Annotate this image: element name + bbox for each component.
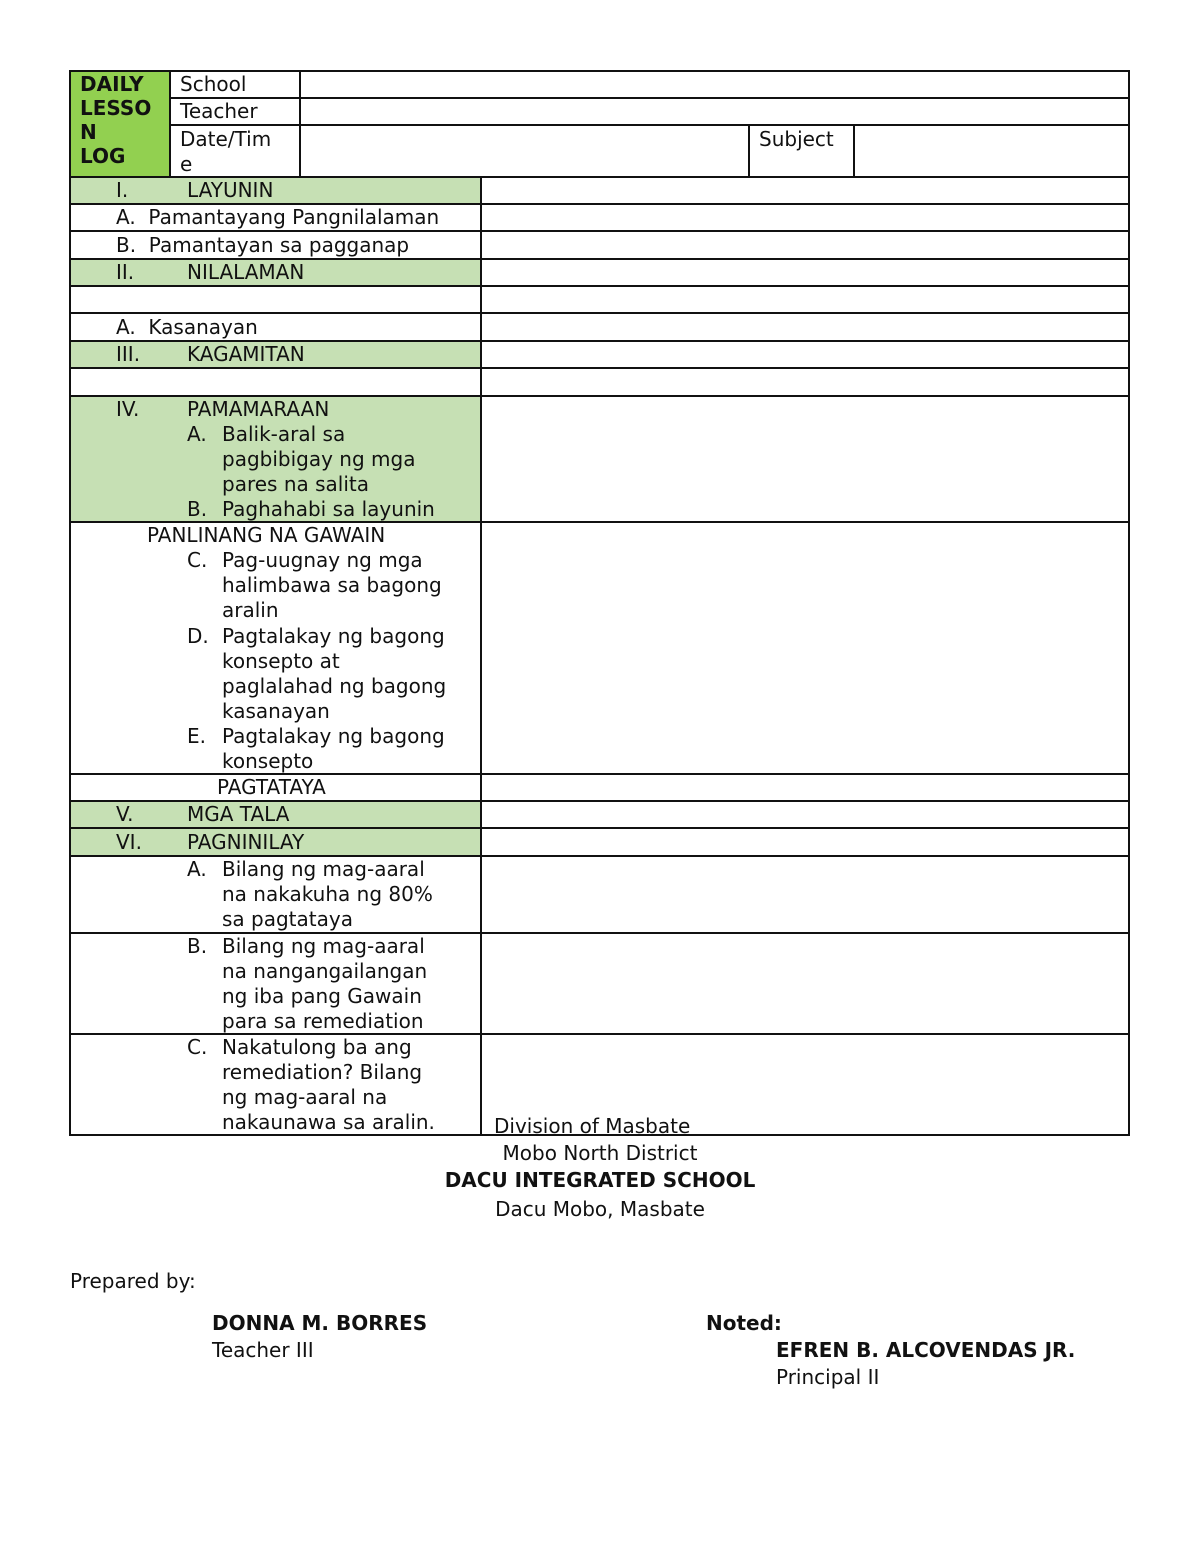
table-rule	[69, 285, 1130, 287]
table-rule	[69, 70, 71, 1136]
section-title-pagninilay: PAGNINILAY	[187, 830, 305, 854]
item-pag-uugnay: Pag-uugnay ng mga halimbawa sa bagong aralin	[222, 548, 442, 622]
item-letter: C.	[187, 548, 208, 572]
item-pagtalakay-konsepto: Pagtalakay ng bagong konsepto	[222, 724, 445, 773]
item-letter: C.	[187, 1035, 208, 1059]
item-letter: E.	[187, 724, 206, 748]
item-pamantayang-pangnilalaman: A. Pamantayang Pangnilalaman	[116, 205, 440, 229]
prepared-by-label: Prepared by:	[70, 1269, 196, 1293]
subject-label: Subject	[759, 127, 834, 151]
school-address: Dacu Mobo, Masbate	[495, 1197, 705, 1221]
section-number: I.	[116, 178, 129, 202]
section-number: V.	[116, 802, 134, 826]
section-title-layunin: LAYUNIN	[187, 178, 274, 202]
item-pamantayan-sa-pagganap: B. Pamantayan sa pagganap	[116, 233, 410, 257]
section-number: IV.	[116, 397, 140, 421]
item-remediation-needed: Bilang ng mag-aaral na nangangailangan ng iba pang Gawain para sa remediation	[222, 934, 428, 1033]
table-rule	[69, 312, 1130, 314]
school-label: School	[180, 72, 247, 96]
item-letter: A.	[187, 422, 207, 446]
section-number: VI.	[116, 830, 142, 854]
division-text: Division of Masbate	[494, 1114, 691, 1138]
section-number: III.	[116, 342, 141, 366]
item-letter: A.	[187, 857, 207, 881]
table-rule	[748, 124, 750, 178]
daily-lesson-log-title: DAILY LESSO N LOG	[80, 72, 152, 168]
item-kasanayan: A. Kasanayan	[116, 315, 258, 339]
item-letter: B.	[187, 497, 208, 521]
table-rule	[69, 827, 1130, 829]
date-time-label: Date/Tim e	[180, 127, 272, 176]
item-balik-aral: Balik-aral sa pagbibigay ng mga pares na salita	[222, 422, 416, 496]
teacher-position: Teacher III	[212, 1338, 314, 1362]
section-title-mga-tala: MGA TALA	[187, 802, 290, 826]
table-rule	[169, 70, 171, 178]
teacher-name: DONNA M. BORRES	[212, 1311, 428, 1335]
teacher-label: Teacher	[180, 99, 258, 123]
principal-name: EFREN B. ALCOVENDAS JR.	[776, 1338, 1076, 1362]
table-rule	[69, 230, 1130, 232]
section-title-pamamaraan: PAMAMARAAN	[187, 397, 330, 421]
panlinang-na-gawain-title: PANLINANG NA GAWAIN	[147, 523, 386, 547]
school-name: DACU INTEGRATED SCHOOL	[444, 1168, 756, 1192]
noted-label: Noted:	[706, 1311, 782, 1335]
section-title-nilalaman: NILALAMAN	[187, 260, 305, 284]
item-letter: B.	[187, 934, 208, 958]
table-rule	[1128, 70, 1130, 1136]
item-pagtalakay-paglalahad: Pagtalakay ng bagong konsepto at paglalahad ng bagong kasanayan	[222, 624, 447, 723]
date-time-field[interactable]	[301, 126, 748, 176]
item-letter: D.	[187, 624, 209, 648]
section-title-kagamitan: KAGAMITAN	[187, 342, 305, 366]
teacher-field[interactable]	[301, 99, 1128, 124]
subject-field[interactable]	[855, 126, 1128, 176]
section-number: II.	[116, 260, 135, 284]
table-rule	[480, 176, 482, 1136]
principal-position: Principal II	[776, 1365, 880, 1389]
district-text: Mobo North District	[502, 1141, 698, 1165]
item-paghahabi: Paghahabi sa layunin	[222, 497, 435, 521]
item-remediation-helped: Nakatulong ba ang remediation? Bilang ng mag-aaral na nakaunawa sa aralin.	[222, 1035, 435, 1134]
item-nakakuha-80: Bilang ng mag-aaral na nakakuha ng 80% sa pagtataya	[222, 857, 433, 931]
table-rule	[69, 367, 1130, 369]
pagtataya-label: PAGTATAYA	[217, 775, 326, 799]
school-field[interactable]	[301, 72, 1128, 97]
section-bg	[71, 178, 480, 203]
